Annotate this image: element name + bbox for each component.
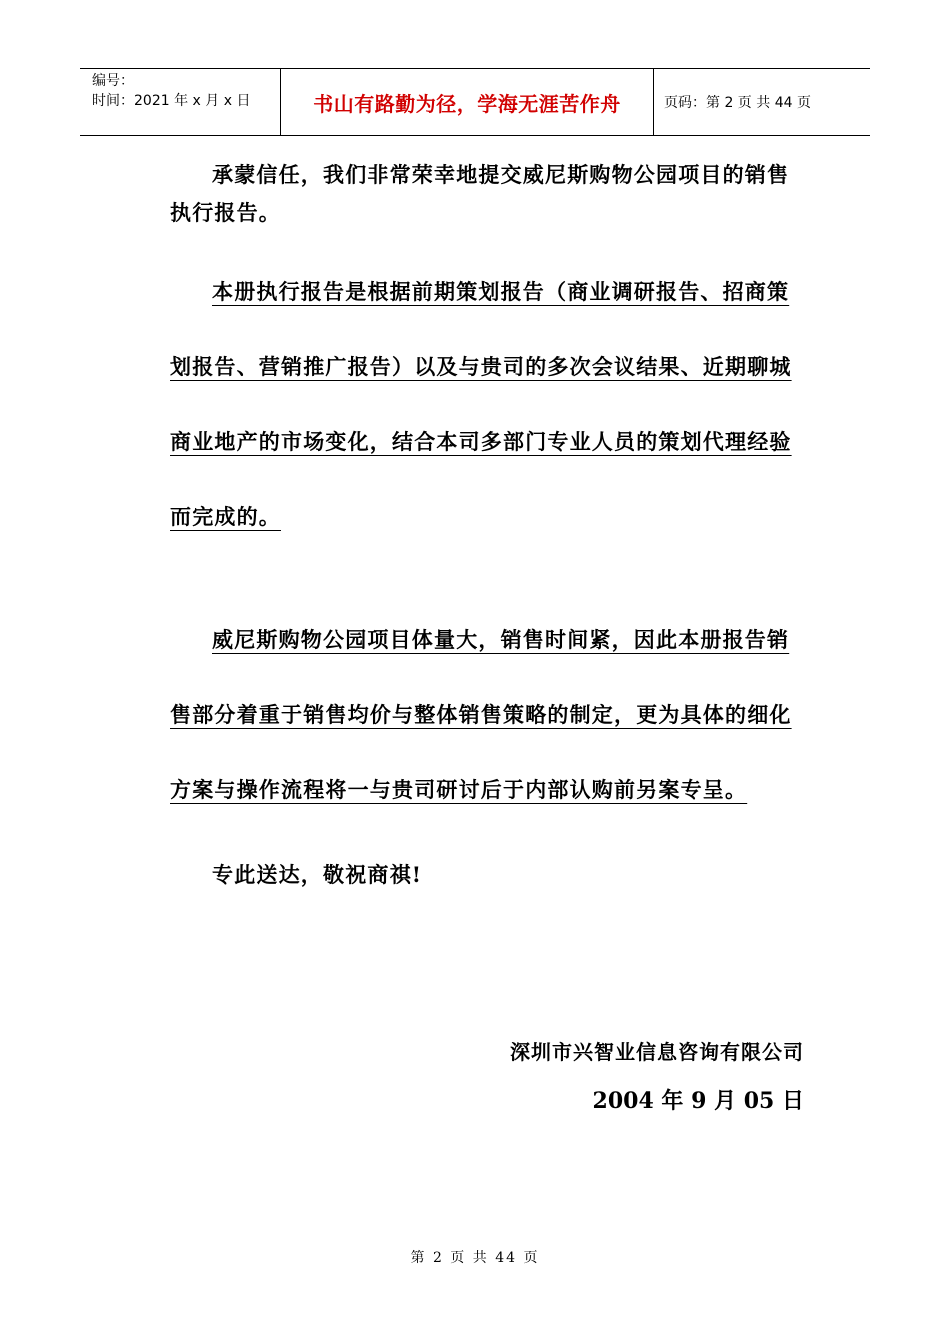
report-basis-paragraph <box>170 254 810 554</box>
document-header <box>80 68 870 136</box>
sales-focus-text: 威尼斯购物公园项目体量大，销售时间紧，因此本册报告销售部分着重于销售均价与整体销售策略的制定，更为具体的细化方案与操作流程将一与贵司研讨后于内部认购前另案专呈。 <box>170 627 792 802</box>
document-time-label: 时间：2021 年 x 月 x 日 <box>92 93 251 109</box>
header-motto-cell <box>281 69 654 135</box>
signature-date: 2004 年 9 月 05 日 <box>592 1088 804 1114</box>
document-number-label: 编号： <box>92 73 134 89</box>
intro-paragraph <box>170 156 810 232</box>
report-basis-text: 本册执行报告是根据前期策划报告（商业调研报告、招商策划报告、营销推广报告）以及与贵司的多次会议结果、近期聊城商业地产的市场变化，结合本司多部门专业人员的策划代理经验而完成的。 <box>170 279 792 529</box>
header-motto: 书山有路勤为径，学海无涯苦作舟 <box>313 91 621 116</box>
company-signature: 深圳市兴智业信息咨询有限公司 <box>510 1040 804 1064</box>
header-meta-cell <box>80 69 281 135</box>
intro-text: 承蒙信任，我们非常荣幸地提交威尼斯购物公园项目的销售执行报告。 <box>170 162 790 225</box>
sales-focus-paragraph <box>170 602 810 827</box>
closing-paragraph <box>170 856 810 894</box>
page-footer: 第 2 页 共 44 页 <box>410 1250 540 1266</box>
closing-text: 专此送达，敬祝商祺! <box>212 862 423 887</box>
header-page-code: 页码：第 2 页 共 44 页 <box>664 95 811 111</box>
header-page-cell <box>654 69 870 135</box>
